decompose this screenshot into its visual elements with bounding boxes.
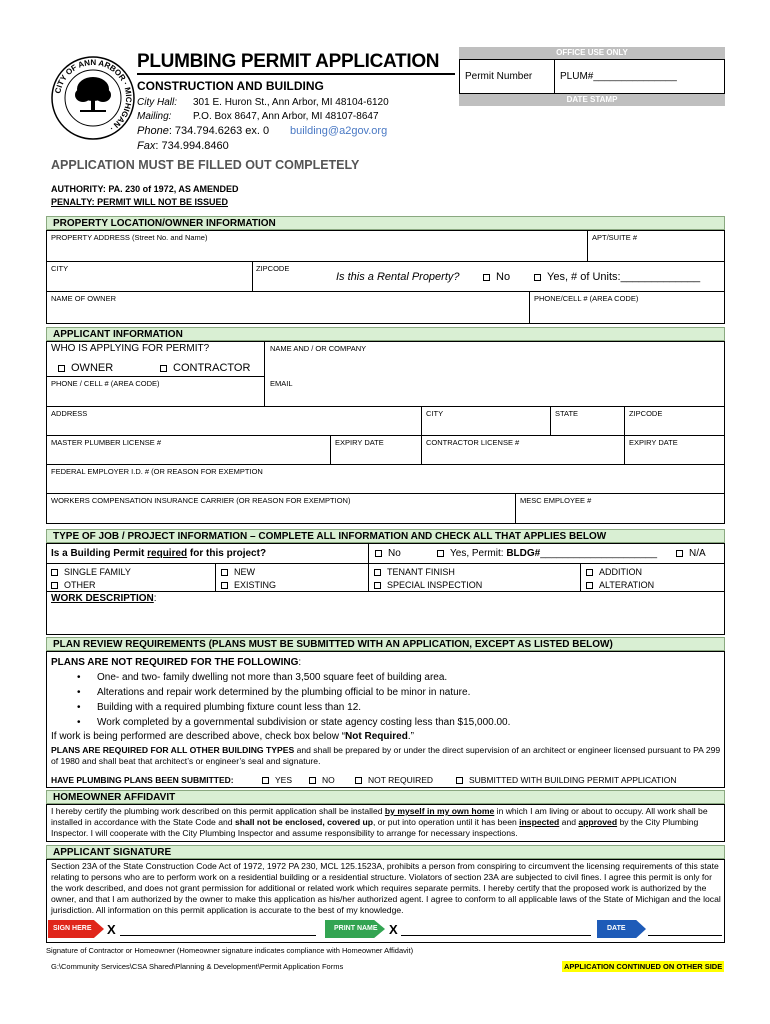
- svg-text:CITY OF ANN ARBOR · MICHIGAN ·: CITY OF ANN ARBOR · MICHIGAN ·: [53, 57, 134, 133]
- rental-no-checkbox[interactable]: No: [483, 271, 510, 283]
- alteration-checkbox[interactable]: ALTERATION: [586, 580, 654, 590]
- new-checkbox[interactable]: NEW: [221, 567, 255, 577]
- applicant-section-header: APPLICANT INFORMATION: [46, 327, 725, 341]
- email-link[interactable]: building@a2gov.org: [290, 125, 388, 137]
- office-use-header: OFFICE USE ONLY: [459, 47, 725, 59]
- applicant-city-field[interactable]: CITY: [426, 409, 444, 418]
- plans-not-required-heading: PLANS ARE NOT REQUIRED FOR THE FOLLOWING:: [51, 657, 302, 668]
- signature-line[interactable]: [120, 935, 316, 936]
- bp-no-checkbox[interactable]: No: [375, 548, 401, 559]
- work-description-field[interactable]: WORK DESCRIPTION:: [51, 593, 157, 604]
- must-fill-notice: APPLICATION MUST BE FILLED OUT COMPLETELY: [51, 158, 360, 172]
- applicant-state-field[interactable]: STATE: [555, 409, 579, 418]
- plans-required-text: PLANS ARE REQUIRED FOR ALL OTHER BUILDING TYPES and shall be prepared by or under the direct supervision of an architect or engineer licensed pursuant to PA 299 of 1980 and shall beat that architect’s or engineer’s seal and signature.: [51, 745, 721, 766]
- mailing-label: Mailing:: [137, 111, 172, 122]
- plan-exemption-item: Work completed by a governmental subdivision or state agency costing less than $15,000.00.: [97, 717, 511, 728]
- plan-exemption-item: Building with a required plumbing fixture count less than 12.: [97, 702, 362, 713]
- tenant-finish-checkbox[interactable]: TENANT FINISH: [374, 567, 455, 577]
- date-label: DATE: [607, 925, 626, 932]
- owner-phone-field[interactable]: PHONE/CELL # (AREA CODE): [534, 294, 639, 303]
- building-permit-question: Is a Building Permit required for this project?: [51, 548, 267, 559]
- continued-notice: APPLICATION CONTINUED ON OTHER SIDE: [564, 962, 723, 971]
- affidavit-text: I hereby certify the plumbing work described on this permit application shall be installed by myself in my own home in which I am living or about to occupy. All work shall be installed in accordance with the State Code and shall not be enclosed, covered up, or put into operation until it has been inspected and approved by the City Plumbing Inspector. I will cooperate with the City Plumbing Inspector and assume responsibility to arrange for necessary inspections.: [51, 806, 708, 838]
- plans-no-checkbox[interactable]: NO: [309, 775, 335, 785]
- file-path: G:\Community Services\CSA Shared\Planning & Development\Permit Application Forms: [51, 962, 344, 971]
- property-section-header: PROPERTY LOCATION/OWNER INFORMATION: [46, 216, 725, 230]
- single-family-checkbox[interactable]: SINGLE FAMILY: [51, 567, 131, 577]
- applicant-address-field[interactable]: ADDRESS: [51, 409, 88, 418]
- sign-here-label: SIGN HERE: [53, 925, 92, 932]
- master-expiry-field[interactable]: EXPIRY DATE: [335, 438, 384, 447]
- page-title: PLUMBING PERMIT APPLICATION: [137, 51, 440, 72]
- name-company-field[interactable]: NAME AND / OR COMPANY: [270, 344, 367, 353]
- print-name-label: PRINT NAME: [334, 925, 378, 932]
- plans-yes-checkbox[interactable]: YES: [262, 775, 292, 785]
- signature-caption: Signature of Contractor or Homeowner (Homeowner signature indicates compliance with Homeowner Affidavit): [46, 946, 414, 955]
- plan-exemption-item: Alterations and repair work determined by the plumbing official to be minor in nature.: [97, 687, 471, 698]
- apt-suite-field[interactable]: APT/SUITE #: [592, 233, 638, 242]
- workers-comp-field[interactable]: WORKERS COMPENSATION INSURANCE CARRIER (OR REASON FOR EXEMPTION): [51, 496, 351, 505]
- applicant-email-field[interactable]: EMAIL: [270, 379, 293, 388]
- plan-review-section-header: PLAN REVIEW REQUIREMENTS (PLANS MUST BE SUBMITTED WITH AN APPLICATION, EXCEPT AS LISTED BELOW): [46, 637, 725, 651]
- job-section-header: TYPE OF JOB / PROJECT INFORMATION – COMPLETE ALL INFORMATION AND CHECK ALL THAT APPLIES BELOW: [46, 529, 725, 543]
- affidavit-section-header: HOMEOWNER AFFIDAVIT: [46, 790, 725, 804]
- federal-id-field[interactable]: FEDERAL EMPLOYER I.D. # (OR REASON FOR EXEMPTION: [51, 467, 263, 476]
- permit-number-label: Permit Number: [465, 71, 533, 82]
- property-address-field[interactable]: PROPERTY ADDRESS (Street No. and Name): [51, 233, 208, 242]
- authority-text: AUTHORITY: PA. 230 of 1972, AS AMENDED: [51, 184, 239, 194]
- contractor-expiry-field[interactable]: EXPIRY DATE: [629, 438, 678, 447]
- plans-submitted-question: HAVE PLUMBING PLANS BEEN SUBMITTED:: [51, 775, 234, 785]
- date-line[interactable]: [648, 935, 722, 936]
- owner-name-field[interactable]: NAME OF OWNER: [51, 294, 116, 303]
- fax-line: Fax: 734.994.8460: [137, 140, 229, 152]
- property-zip-field[interactable]: ZIPCODE: [256, 264, 290, 273]
- applicant-owner-checkbox[interactable]: OWNER: [58, 362, 113, 374]
- bp-na-checkbox[interactable]: N/A: [676, 548, 706, 559]
- applicant-phone-field[interactable]: PHONE / CELL # (AREA CODE): [51, 379, 160, 388]
- applicant-contractor-checkbox[interactable]: CONTRACTOR: [160, 362, 250, 374]
- signature-x-mark: X: [107, 922, 116, 937]
- other-checkbox[interactable]: OTHER: [51, 580, 96, 590]
- rental-yes-checkbox[interactable]: Yes, # of Units:_____________: [534, 271, 700, 283]
- city-hall-address: 301 E. Huron St., Ann Arbor, MI 48104-6120: [193, 97, 389, 108]
- department-subtitle: CONSTRUCTION AND BUILDING: [137, 79, 324, 93]
- print-name-line[interactable]: [401, 935, 591, 936]
- bp-yes-checkbox[interactable]: Yes, Permit: BLDG#_____________________: [437, 548, 657, 559]
- mesc-employee-field[interactable]: MESC EMPLOYEE #: [520, 496, 592, 505]
- if-work-instruction: If work is being performed are described above, check box below “Not Required.”: [51, 731, 414, 742]
- property-city-field[interactable]: CITY: [51, 264, 69, 273]
- penalty-text: PENALTY: PERMIT WILL NOT BE ISSUED: [51, 197, 229, 207]
- contractor-license-field[interactable]: CONTRACTOR LICENSE #: [426, 438, 520, 447]
- date-stamp-header: DATE STAMP: [459, 94, 725, 106]
- plans-not-required-checkbox[interactable]: NOT REQUIRED: [355, 775, 433, 785]
- master-license-field[interactable]: MASTER PLUMBER LICENSE #: [51, 438, 162, 447]
- phone-line: Phone: 734.794.6263 ex. 0: [137, 125, 270, 137]
- addition-checkbox[interactable]: ADDITION: [586, 567, 642, 577]
- signature-section-header: APPLICANT SIGNATURE: [46, 845, 725, 859]
- special-inspection-checkbox[interactable]: SPECIAL INSPECTION: [374, 580, 482, 590]
- plan-exemption-item: One- and two- family dwelling not more than 3,500 square feet of building area.: [97, 672, 448, 683]
- who-applying-label: WHO IS APPLYING FOR PERMIT?: [51, 343, 210, 354]
- print-name-x-mark: X: [389, 922, 398, 937]
- mailing-address: P.O. Box 8647, Ann Arbor, MI 48107-8647: [193, 111, 379, 122]
- plans-with-bp-checkbox[interactable]: SUBMITTED WITH BUILDING PERMIT APPLICATION: [456, 775, 677, 785]
- permit-number-field[interactable]: PLUM#_______________: [560, 71, 677, 82]
- city-seal-logo: [50, 55, 136, 141]
- city-hall-label: City Hall:: [137, 97, 178, 108]
- existing-checkbox[interactable]: EXISTING: [221, 580, 276, 590]
- signature-legal-text: Section 23A of the State Construction Code Act of 1972, 1972 PA 230, MCL 125.1523A, prohibits a person from conspiring to circumvent the licensing requirements of this state relating to persons who are to perform work on a residential building or a residential structure. Violators of section 23A are subjected to civil fines. I agree this permit is only for the work described, and does not grant permission for additional or related work which requires separate permits. I hereby certify that the proposed work is authorized by the owner, and that I am authorized by the owner to make this application as his/her authorized agent. I agree to conform to all applicable laws of the State of Michigan and the local jurisdiction. All information on this permit application is accurate to the best of my knowledge.: [51, 861, 721, 915]
- title-rule: [137, 73, 455, 75]
- rental-question: Is this a Rental Property?: [336, 271, 460, 283]
- applicant-zip-field[interactable]: ZIPCODE: [629, 409, 663, 418]
